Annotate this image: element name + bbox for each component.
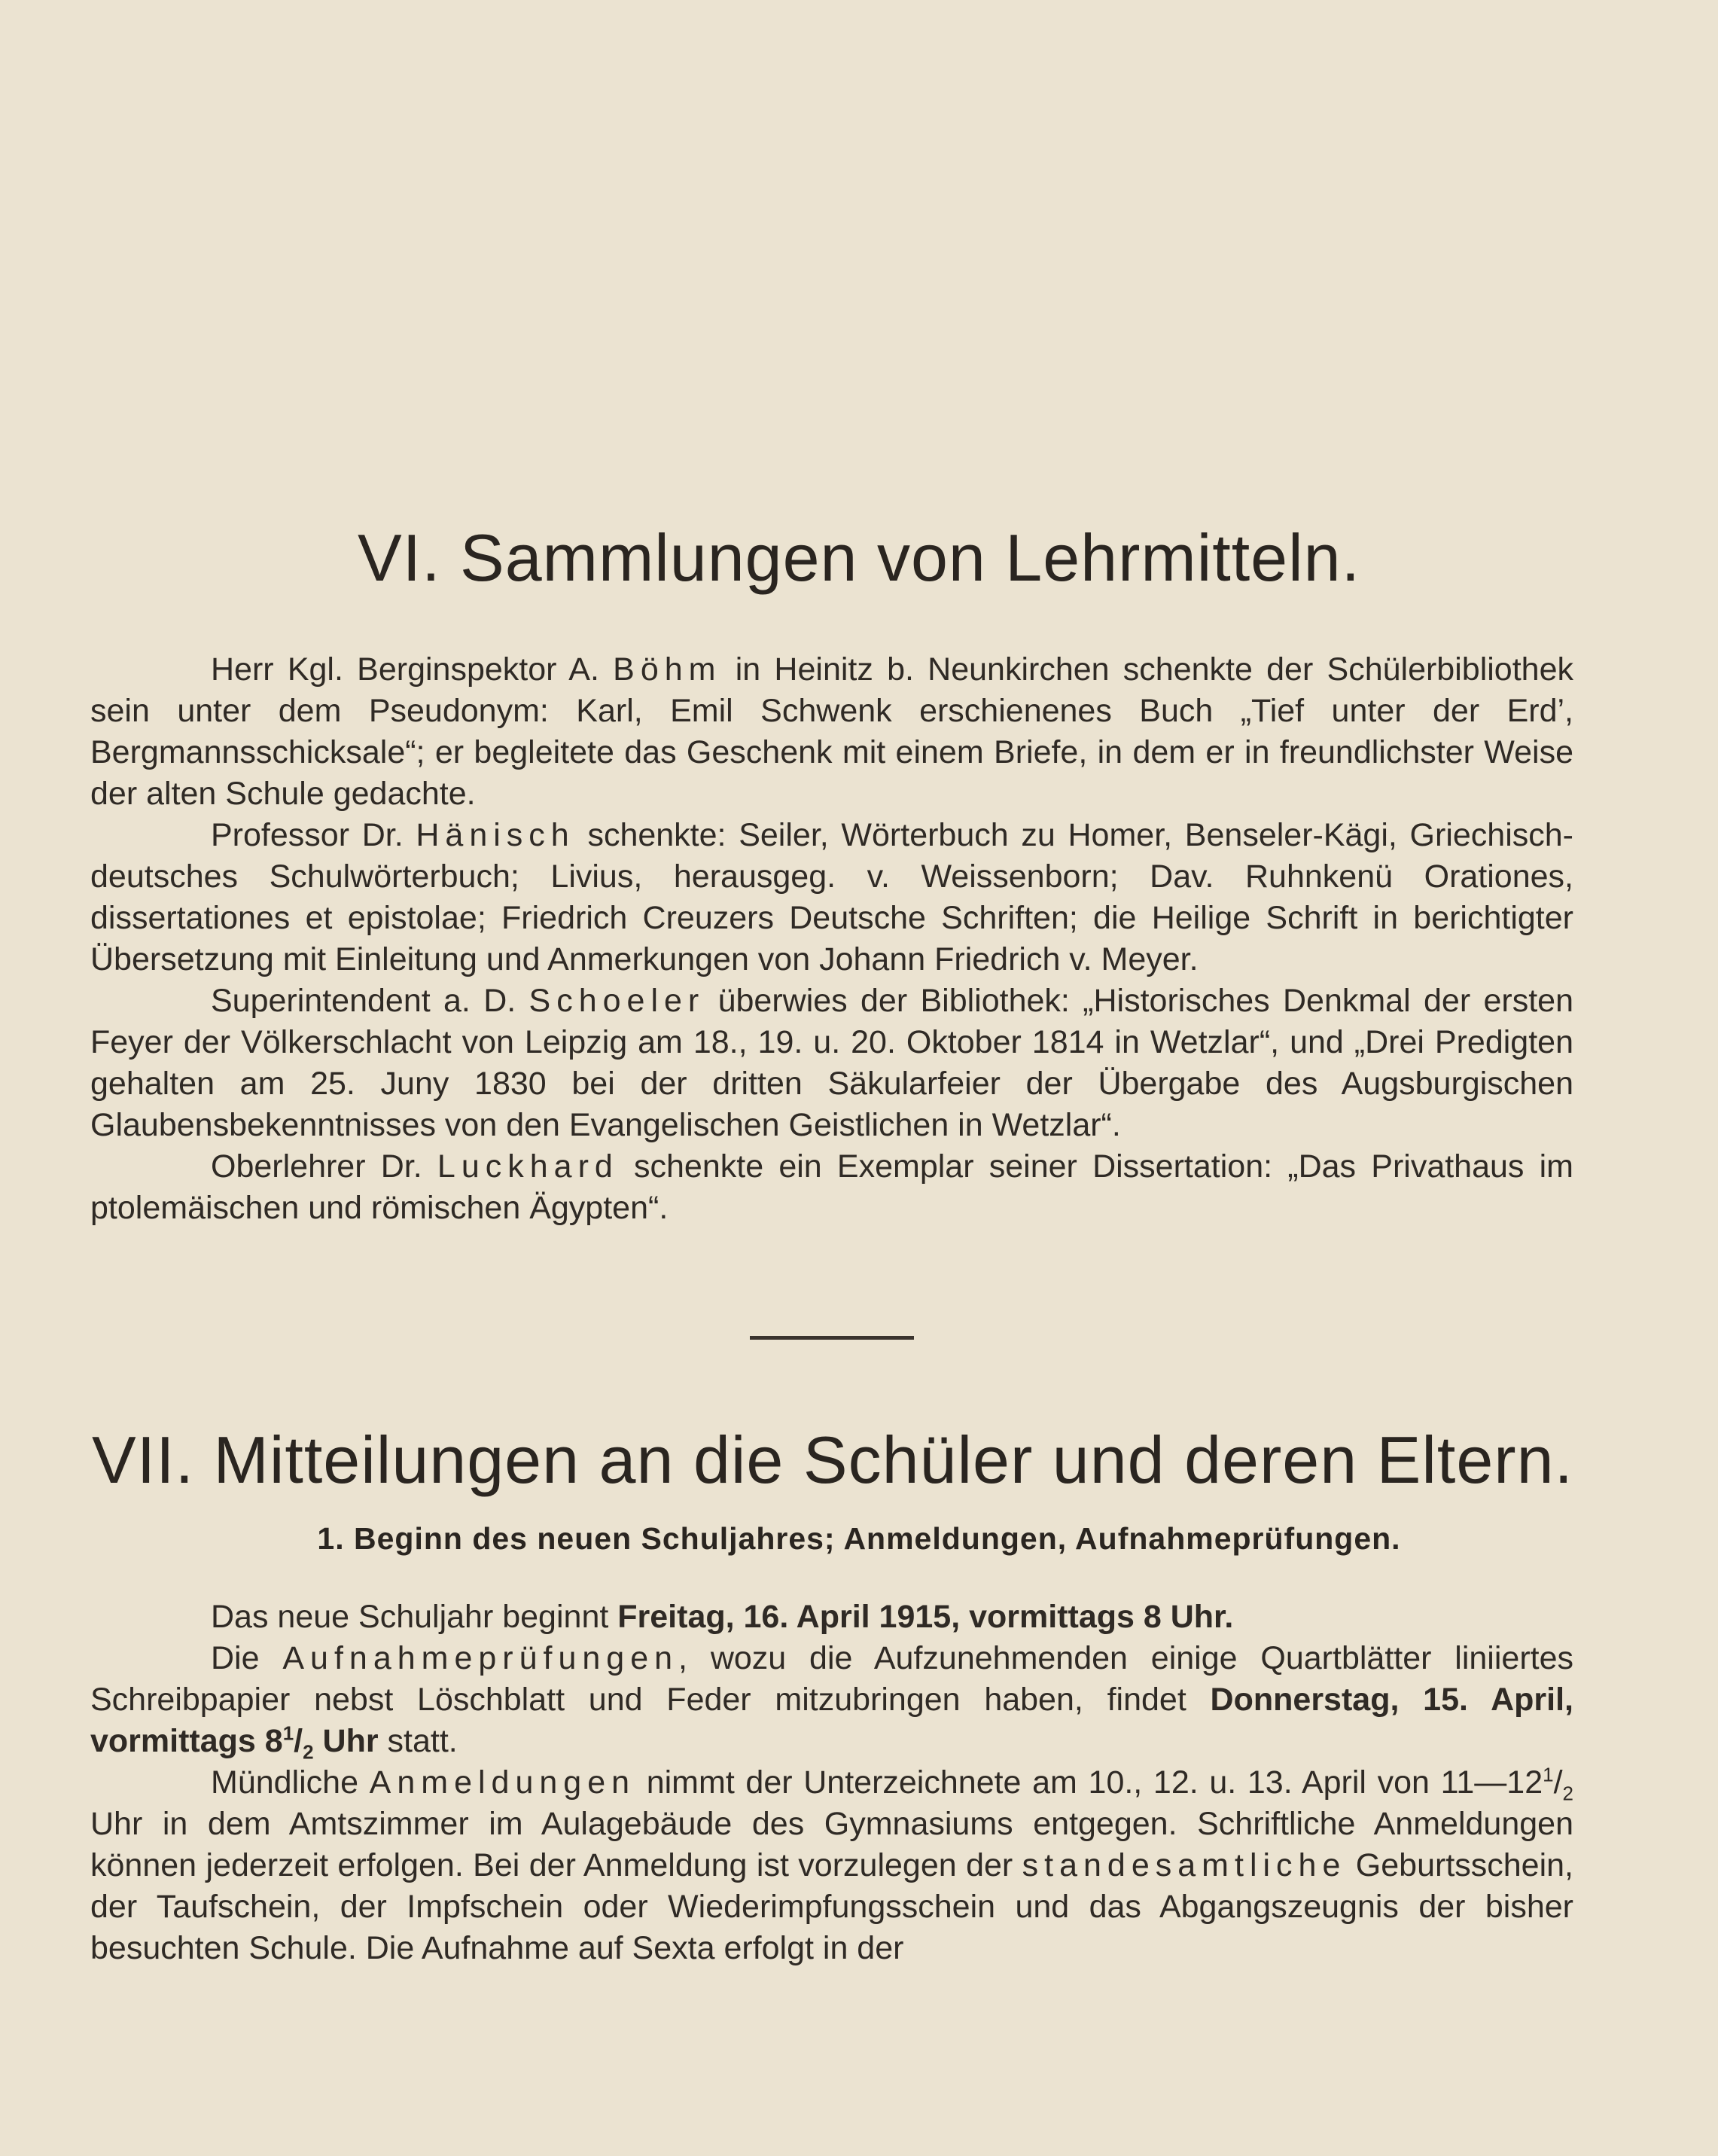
fraction-denominator: 2 (1562, 1782, 1573, 1805)
paragraph-registrations: Mündliche Anmeldungen nimmt der Unterzeichnete am 10., 12. u. 13. April von $11—12^1/_2$ Uhr in dem Amtszimmer im Aulagebäude des Gymnasiums entgegen. Schriftliche Anmeldungen können jederzeit erfolgen. Bei der Anmeldung ist vorzulegen der standesamtliche Geburtsschein, der Taufschein, der Impfschein oder Wiederimpfungsschein und das Abgangszeugnis der bisher besuchten Schule. Die Aufnahme auf Sexta erfolgt in der (90, 1763, 1574, 1966)
text: überwies der Bibliothek: „Historisches Denkmal der ersten Feyer der Völkerschlacht von Leipzig am 18., 19. u. 20. Oktober 1814 in Wetzlar“, und „Drei Predigten gehalten am 25. Juny 1830 bei der dritten Säkularfeier der Übergabe des Augsburgischen Glaubensbekenntnisses von den Evangelischen Geistlichen in Wetzlar“. (90, 983, 1573, 1143)
text: Die (211, 1640, 283, 1676)
text: Oberlehrer Dr. (211, 1148, 437, 1185)
emphasis: standesamtliche (1022, 1847, 1347, 1883)
paragraph-boehm (90, 649, 1573, 815)
paragraph-haenisch (90, 815, 1573, 980)
text: schenkte: Seiler, Wörterbuch zu Homer, Benseler-Kägi, Griechisch-deutsches Schulwörterbuch; Livius, herausgeg. v. Weissenborn; Dav. Ruhnkenü Orationes, dissertationes et epistolae; Friedrich Creuzers Deutsche Schriften; die Heilige Schrift in berichtigter Übersetzung mit Einleitung und Anmerkungen von Johann Friedrich v. Meyer. (90, 817, 1573, 977)
fraction-numerator: 1 (1543, 1763, 1554, 1786)
person-name: Böhm (613, 651, 722, 688)
text: Mündliche (211, 1764, 370, 1801)
date-text: Donnerstag, 15. April, vormittags 8 (90, 1682, 1573, 1759)
fraction-numerator: 1 (282, 1721, 294, 1745)
paragraph-luckhard (90, 1146, 1573, 1229)
section-6-heading: VI. Sammlungen von Lehrmitteln. (357, 520, 1361, 595)
text: Superintendent a. D. (211, 983, 529, 1019)
text: statt. (378, 1723, 458, 1759)
person-name: Schoeler (528, 983, 705, 1019)
section-7-heading: VII. Mitteilungen an die Schüler und deren Eltern. (92, 1423, 1573, 1497)
paragraph-schoeler (90, 980, 1573, 1146)
text: , wozu die Aufzunehmenden einige Quartblätter liniiertes Schreibpapier nebst Löschblatt und Feder mitzubringen haben, findet (90, 1640, 1574, 1718)
section-divider (750, 1336, 914, 1340)
date-text: Freitag, 16. April 1915, vormittags 8 Uhr. (617, 1599, 1234, 1635)
text: Uhr in dem Amtszimmer im Aulagebäude des Gymnasiums entgegen. Schriftliche Anmeldungen können jederzeit erfolgen. Bei der Anmeldung ist vorzulegen der (90, 1806, 1573, 1883)
section-6-body (90, 649, 1573, 1229)
text: Herr Kgl. Berginspektor A. (211, 651, 614, 688)
text: Professor Dr. (211, 817, 416, 853)
subsection-heading: 1. Beginn des neuen Schuljahres; Anmeldungen, Aufnahmeprüfungen. (317, 1521, 1401, 1556)
person-name: Luckhard (437, 1148, 619, 1185)
paragraph-entrance-exams: Die Aufnahmeprüfungen, wozu die Aufzunehmenden einige Quartblätter liniiertes Schreibpapier nebst Löschblatt und Feder mitzubringen haben, findet Donnerstag, 15. April, vormittags $8^1/_2$ Uhr statt. (90, 1640, 1574, 1764)
section-7-body (90, 1596, 1573, 1969)
text: schenkte ein Exemplar seiner Dissertation: „Das Privathaus im ptolemäischen und römischen Ägypten“. (90, 1148, 1574, 1226)
text: in Heinitz b. Neunkirchen schenkte der Schülerbibliothek sein unter dem Pseudonym: Karl, Emil Schwenk erschienenes Buch „Tief unter der Erd’, Bergmannsschicksale“; er begleitete das Geschenk mit einem Briefe, in dem er in freundlichster Weise der alten Schule gedachte. (90, 651, 1573, 812)
fraction-denominator: 2 (303, 1740, 314, 1764)
emphasis: Anmeldungen (369, 1764, 636, 1801)
text: nimmt der Unterzeichnete am 10., 12. u. 13. April von 11—12 (635, 1764, 1543, 1801)
emphasis: Aufnahmeprüfungen (282, 1640, 679, 1676)
text: Geburtsschein, der Taufschein, der Impfschein oder Wiederimpfungsschein und das Abgangszeugnis der bisher besuchten Schule. Die Aufnahme auf Sexta erfolgt in der (90, 1847, 1574, 1966)
date-text: Uhr (313, 1723, 379, 1759)
person-name: Hänisch (416, 817, 575, 853)
text: Das neue Schuljahr beginnt (211, 1599, 618, 1635)
paragraph-school-start (90, 1596, 1573, 1638)
